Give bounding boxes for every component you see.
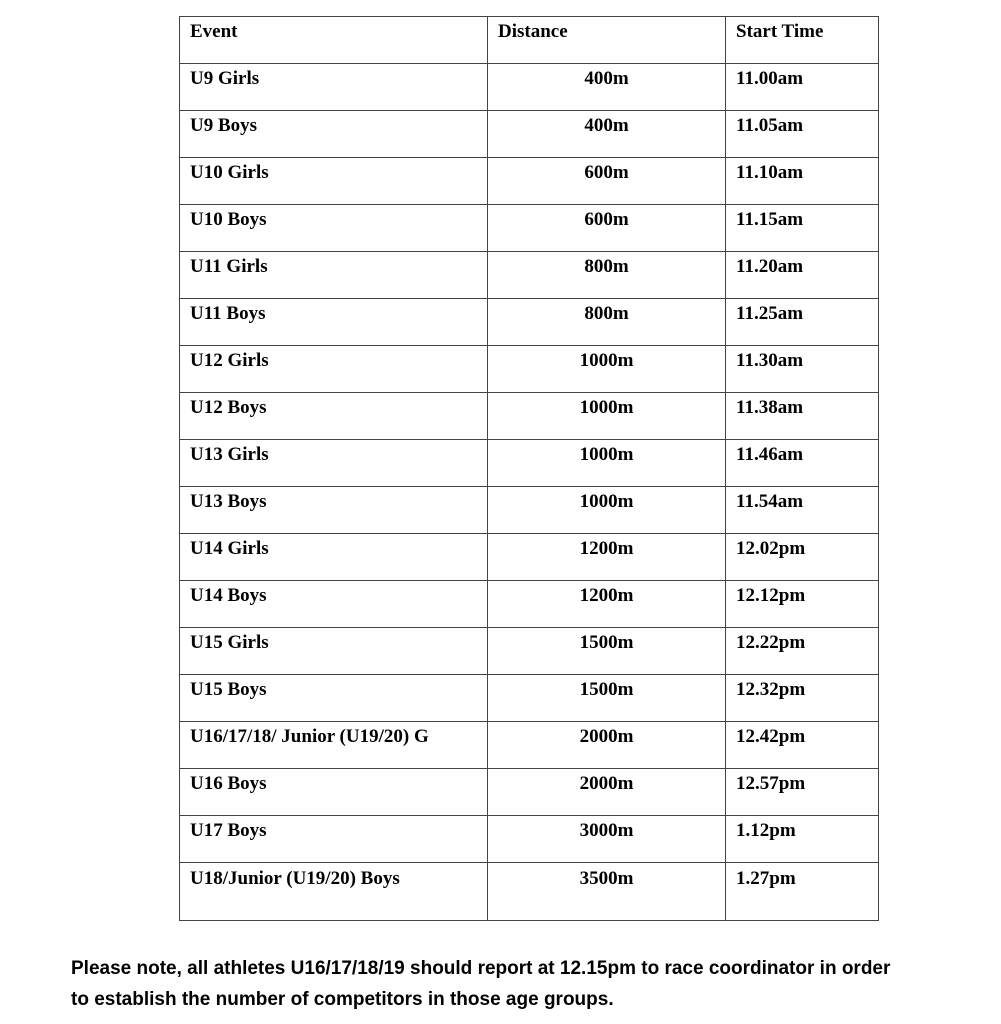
event-cell: U16 Boys [180, 769, 488, 816]
table-row [180, 111, 879, 158]
table-row [180, 299, 879, 346]
event-cell: U13 Girls [180, 440, 488, 487]
table-row [180, 769, 879, 816]
event-cell: U13 Boys [180, 487, 488, 534]
start-time-cell: 11.05am [726, 111, 879, 158]
distance-cell: 1500m [488, 675, 726, 722]
event-cell: U16/17/18/ Junior (U19/20) G [180, 722, 488, 769]
event-cell: U11 Girls [180, 252, 488, 299]
start-time-cell: 11.10am [726, 158, 879, 205]
table-row [180, 393, 879, 440]
table-row [180, 64, 879, 111]
distance-cell: 800m [488, 252, 726, 299]
table-header-row [180, 17, 879, 64]
event-cell: U17 Boys [180, 816, 488, 863]
header-event: Event [180, 17, 488, 64]
header-start-time: Start Time [726, 17, 879, 64]
start-time-cell: 12.12pm [726, 581, 879, 628]
table-row [180, 816, 879, 863]
start-time-cell: 11.46am [726, 440, 879, 487]
start-time-cell: 12.57pm [726, 769, 879, 816]
start-time-cell: 1.12pm [726, 816, 879, 863]
start-time-cell: 11.54am [726, 487, 879, 534]
start-time-cell: 11.38am [726, 393, 879, 440]
table-row [180, 675, 879, 722]
start-time-cell: 1.27pm [726, 863, 879, 921]
start-time-cell: 11.00am [726, 64, 879, 111]
table-row [180, 346, 879, 393]
event-cell: U11 Boys [180, 299, 488, 346]
distance-cell: 1000m [488, 346, 726, 393]
table-row [180, 158, 879, 205]
report-note [71, 953, 996, 1015]
start-time-cell: 11.15am [726, 205, 879, 252]
note-line-2: to establish the number of competitors in those age groups. [71, 989, 614, 1010]
distance-cell: 1500m [488, 628, 726, 675]
event-cell: U15 Girls [180, 628, 488, 675]
event-cell: U12 Girls [180, 346, 488, 393]
distance-cell: 400m [488, 111, 726, 158]
start-time-cell: 11.30am [726, 346, 879, 393]
distance-cell: 1200m [488, 581, 726, 628]
event-cell: U18/Junior (U19/20) Boys [180, 863, 488, 921]
start-time-cell: 12.02pm [726, 534, 879, 581]
start-time-cell: 11.20am [726, 252, 879, 299]
distance-cell: 1000m [488, 440, 726, 487]
race-schedule-table [179, 16, 879, 921]
distance-cell: 2000m [488, 722, 726, 769]
event-cell: U14 Boys [180, 581, 488, 628]
distance-cell: 1000m [488, 393, 726, 440]
start-time-cell: 12.42pm [726, 722, 879, 769]
distance-cell: 1200m [488, 534, 726, 581]
distance-cell: 600m [488, 205, 726, 252]
table-row [180, 205, 879, 252]
table-row [180, 252, 879, 299]
table-row [180, 487, 879, 534]
event-cell: U10 Girls [180, 158, 488, 205]
event-cell: U9 Girls [180, 64, 488, 111]
table-row [180, 581, 879, 628]
distance-cell: 3500m [488, 863, 726, 921]
note-line-1: Please note, all athletes U16/17/18/19 should report at 12.15pm to race coordinator in order [71, 958, 891, 979]
distance-cell: 400m [488, 64, 726, 111]
distance-cell: 1000m [488, 487, 726, 534]
start-time-cell: 11.25am [726, 299, 879, 346]
table-row [180, 863, 879, 921]
table-row [180, 628, 879, 675]
distance-cell: 2000m [488, 769, 726, 816]
event-cell: U14 Girls [180, 534, 488, 581]
distance-cell: 3000m [488, 816, 726, 863]
event-cell: U10 Boys [180, 205, 488, 252]
table-row [180, 440, 879, 487]
start-time-cell: 12.22pm [726, 628, 879, 675]
distance-cell: 800m [488, 299, 726, 346]
table-row [180, 534, 879, 581]
header-distance: Distance [488, 17, 726, 64]
distance-cell: 600m [488, 158, 726, 205]
start-time-cell: 12.32pm [726, 675, 879, 722]
table-body [180, 64, 879, 921]
event-cell: U12 Boys [180, 393, 488, 440]
table-row [180, 722, 879, 769]
event-cell: U15 Boys [180, 675, 488, 722]
event-cell: U9 Boys [180, 111, 488, 158]
